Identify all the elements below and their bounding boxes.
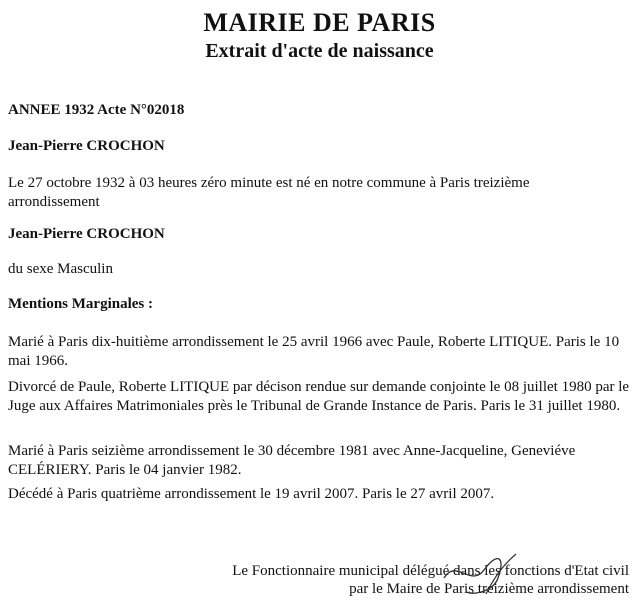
document-subtitle: Extrait d'acte de naissance	[205, 40, 434, 62]
mention-marriage-1966: Marié à Paris dix-huitième arrondissement le 25 avril 1966 avec Paule, Roberte LITIQUE. Paris le 10 mai 1966.	[8, 334, 620, 369]
signature-line-2: par le Maire de Paris treizième arrondissement	[349, 581, 629, 597]
signature-line-1: Le Fonctionnaire municipal délégué dans les fonctions d'Etat civil	[232, 563, 629, 579]
mention-death-2007: Décédé à Paris quatrième arrondissement le 19 avril 2007. Paris le 27 avril 2007.	[8, 486, 495, 502]
person-name-top: Jean-Pierre CROCHON	[8, 138, 165, 154]
document-title: MAIRIE DE PARIS	[203, 8, 436, 37]
mentions-heading: Mentions Marginales :	[8, 296, 153, 312]
birth-statement: Le 27 octobre 1932 à 03 heures zéro minute est né en notre commune à Paris treizième arrondissement	[8, 175, 530, 210]
record-reference: ANNEE 1932 Acte N°02018	[8, 102, 185, 118]
mention-marriage-1981: Marié à Paris seizième arrondissement le 30 décembre 1981 avec Anne-Jacqueline, Geneviéve CELÉRIERY. Paris le 04 janvier 1982.	[8, 443, 576, 478]
mention-divorce-1980: Divorcé de Paule, Roberte LITIQUE par décison rendue sur demande conjointe le 08 juillet 1980 par le Juge aux Affaires Matrimoniales près le Tribunal de Grande Instance de Paris. Paris le 31 juillet 1980.	[8, 379, 630, 414]
sex-statement: du sexe Masculin	[8, 261, 113, 277]
person-name-second: Jean-Pierre CROCHON	[8, 226, 165, 242]
